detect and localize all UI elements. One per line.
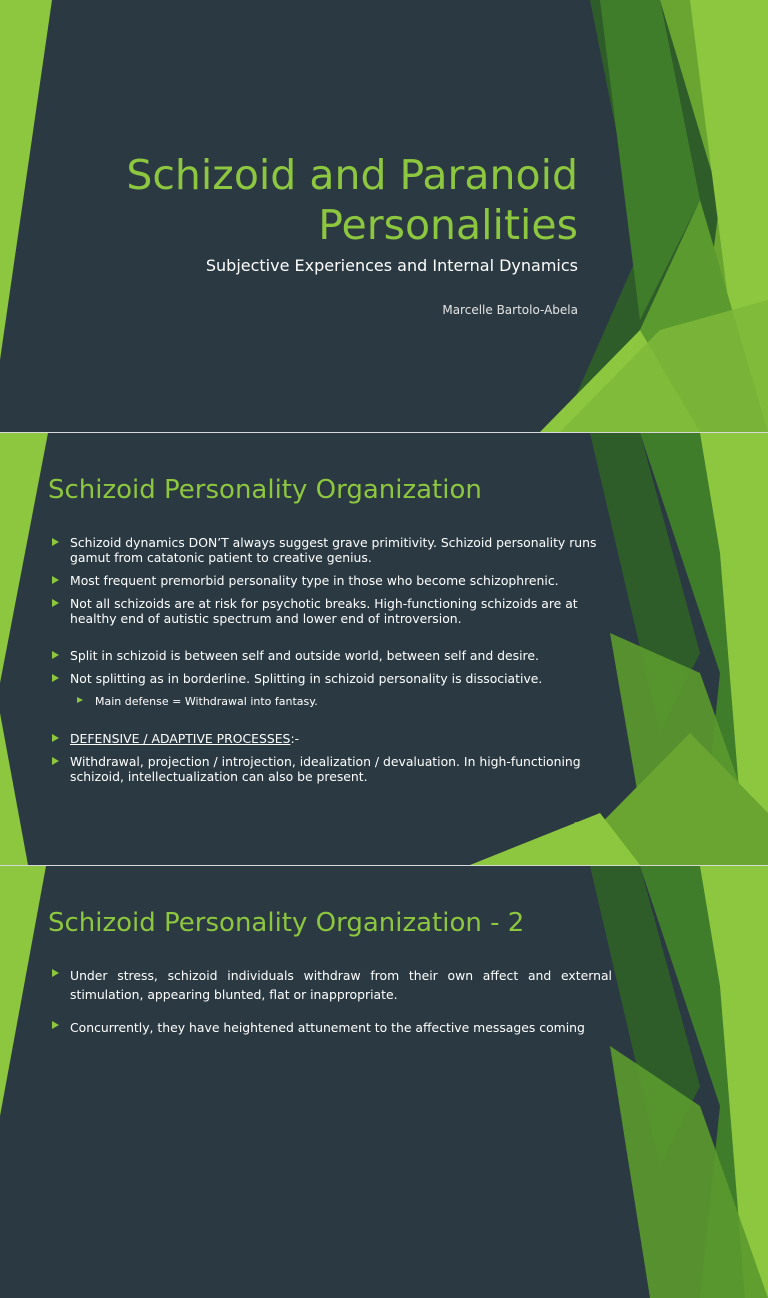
- list-item: Under stress, schizoid individuals withdraw from their own affect and external stimulation, appearing blunted, flat or inappropriate.: [52, 966, 612, 1004]
- list-item: Concurrently, they have heightened attunement to the affective messages coming: [52, 1018, 612, 1037]
- bullet-arrow-icon: [52, 1021, 59, 1029]
- list-item: Split in schizoid is between self and outside world, between self and desire.: [52, 648, 612, 663]
- slide-2: [0, 433, 768, 865]
- page-number: 2: [574, 821, 579, 829]
- bullet-arrow-icon: [52, 651, 59, 659]
- list-item-sub: Main defense = Withdrawal into fantasy.: [77, 694, 612, 709]
- slide-heading: Schizoid Personality Organization: [48, 475, 482, 505]
- presentation-title: [58, 150, 578, 250]
- list-item: Schizoid dynamics DON’T always suggest grave primitivity. Schizoid personality runs gamut from catatonic patient to creative genius.: [52, 535, 612, 565]
- bullet-arrow-icon: [77, 697, 83, 703]
- bullet-arrow-icon: [52, 757, 59, 765]
- presentation-subtitle: Subjective Experiences and Internal Dynamics: [205, 256, 578, 275]
- list-item: Most frequent premorbid personality type in those who become schizophrenic.: [52, 573, 612, 588]
- list-item: Withdrawal, projection / introjection, idealization / devaluation. In high-functioning schizoid, intellectualization can also be present.: [52, 754, 612, 784]
- list-item: DEFENSIVE / ADAPTIVE PROCESSES:-: [52, 731, 612, 746]
- slide-heading: Schizoid Personality Organization - 2: [48, 908, 525, 938]
- bullet-arrow-icon: [52, 576, 59, 584]
- list-item: Not splitting as in borderline. Splitting in schizoid personality is dissociative.: [52, 671, 612, 686]
- bullet-arrow-icon: [52, 734, 59, 742]
- bullet-list: [52, 966, 612, 1045]
- bullet-arrow-icon: [52, 969, 59, 977]
- title-line-1: Schizoid and Paranoid: [126, 151, 578, 199]
- title-line-2: Personalities: [318, 201, 578, 249]
- bullet-arrow-icon: [52, 599, 59, 607]
- bullet-arrow-icon: [52, 538, 59, 546]
- bullet-list: [52, 535, 612, 792]
- section-heading: DEFENSIVE / ADAPTIVE PROCESSES: [70, 731, 291, 746]
- author-name: Marcelle Bartolo-Abela: [442, 303, 578, 317]
- slide-3: [0, 866, 768, 1298]
- slide-title: [0, 0, 768, 432]
- list-item: Not all schizoids are at risk for psychotic breaks. High-functioning schizoids are at healthy end of autistic spectrum and lower end of introversion.: [52, 596, 612, 626]
- bullet-arrow-icon: [52, 674, 59, 682]
